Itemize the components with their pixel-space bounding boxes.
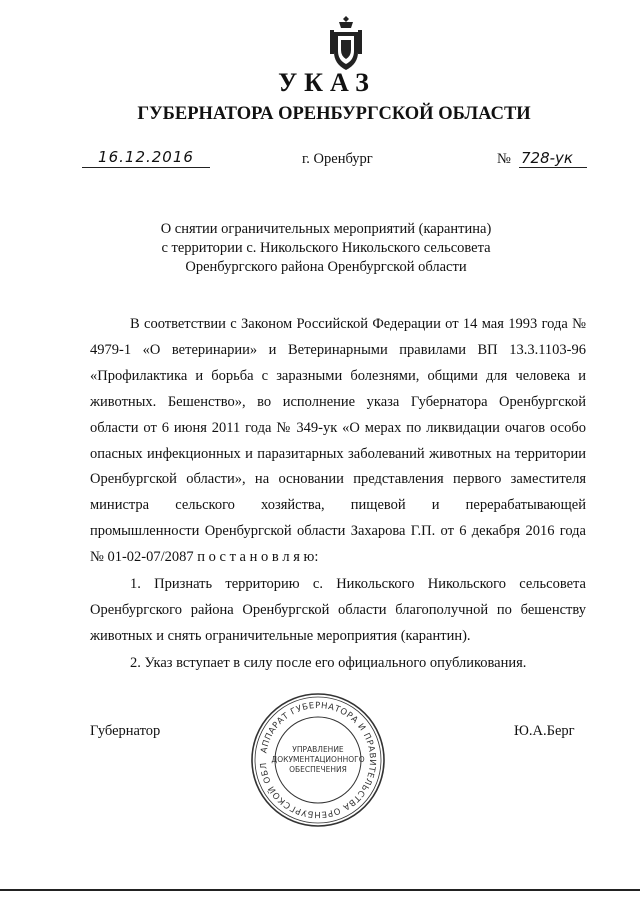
body-paragraph-preamble: В соответствии с Законом Российской Федерации от 14 мая 1993 года № 4979-1 «О ветеринарии» и Ветеринарными правилами ВП 13.3.1103-96 «Профилактика и борьба с заразными болезнями, общими для человека и животных. Бешенство», во исполнение указа Губернатора Оренбургской области от 6 июня 2011 года № 349-ук «О мерах по ликвидации очагов особо опасных инфекционных и паразитарных заболеваний животных на территории Оренбургской области», на основании представления первого заместителя министра сельского хозяйства, пищевой и перерабатывающей промышленности Оренбургской области Захарова Г.П. от 6 декабря 2016 года № 01-02-07/2087 п о с т а н о в л я ю: (90, 316, 586, 566)
date-handwritten: 16.12.2016 (98, 148, 194, 166)
title-line: Оренбургского района Оренбургской области (185, 259, 467, 275)
body-paragraph-item-1: 1. Признать территорию с. Никольского Никольского сельсовета Оренбургского района Оренбургской области благополучной по бешенству животных и снять ограничительные мероприятия (карантин). (90, 576, 586, 644)
title-line: О снятии ограничительных мероприятий (карантина) (160, 221, 492, 237)
issuer-title: ГУБЕРНАТОРА ОРЕНБУРГСКОЙ ОБЛАСТИ (137, 104, 531, 124)
city-label: г. Оренбург (302, 151, 373, 167)
date-underline (82, 167, 210, 168)
decree-body (90, 312, 586, 678)
official-stamp (248, 690, 388, 830)
title-line: с территории с. Никольского Никольского сельсовета (161, 240, 491, 256)
body-paragraph-item-2: 2. Указ вступает в силу после его официального опубликования. (130, 654, 527, 671)
decree-title (0, 220, 640, 277)
document-type-title: УКАЗ (278, 68, 376, 97)
page-bottom-rule (0, 889, 640, 891)
stamp-center-line: ОБЕСПЕЧЕНИЯ (289, 765, 347, 774)
number-sign: № (497, 151, 511, 167)
number-underline (519, 167, 587, 168)
date-field (82, 148, 210, 170)
signatory-position: Губернатор (90, 723, 161, 739)
number-field (497, 148, 587, 170)
coat-of-arms-icon (328, 14, 364, 74)
stamp-ring-text: АППАРАТ ГУБЕРНАТОРА И ПРАВИТЕЛЬСТВА ОРЕНБУРГСКОЙ ОБЛ (258, 700, 378, 820)
number-handwritten: 728-ук (521, 149, 573, 167)
stamp-center-line: УПРАВЛЕНИЕ (292, 745, 344, 754)
signatory-name: Ю.А.Берг (514, 723, 575, 739)
stamp-center-line: ДОКУМЕНТАЦИОННОГО (271, 755, 365, 764)
